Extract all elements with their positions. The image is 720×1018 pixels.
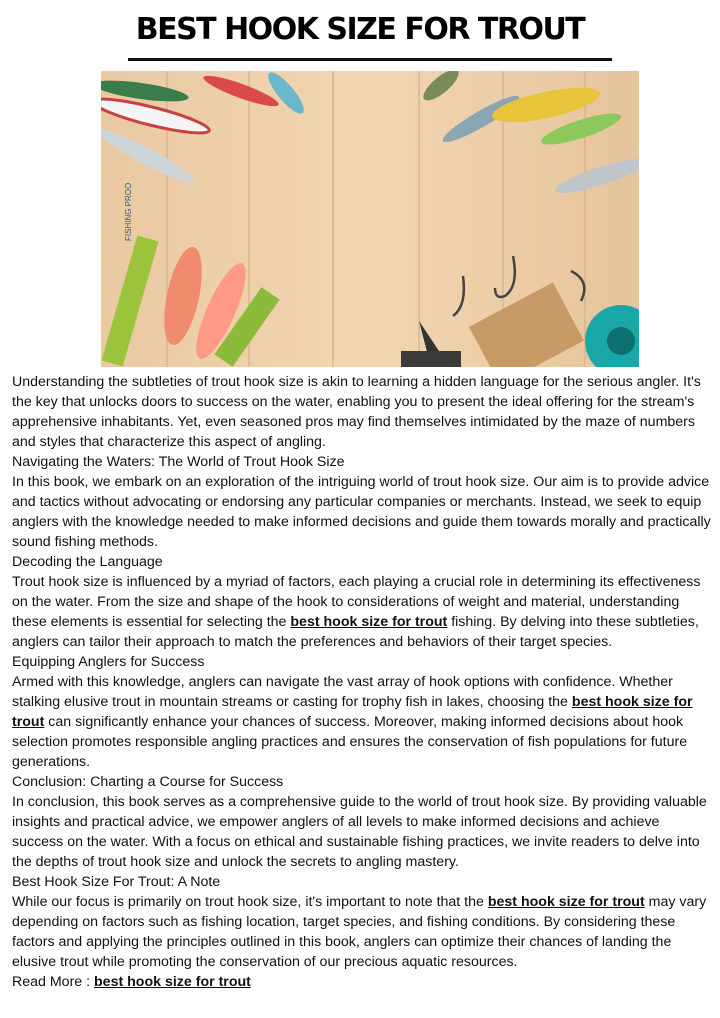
watermark-text: FISHING PROO <box>124 182 133 241</box>
paragraph-text: While our focus is primarily on trout hook size, it's important to note that the <box>12 894 488 910</box>
page-title: BEST HOOK SIZE FOR TROUT <box>135 12 585 47</box>
read-more-link[interactable]: best hook size for trout <box>94 974 251 990</box>
fishing-tackle-photo <box>101 71 639 367</box>
best-hook-size-link[interactable]: best hook size for trout <box>487 894 645 910</box>
section-heading: Best Hook Size For Trout: A Note <box>12 874 221 890</box>
read-more-line <box>12 972 712 992</box>
paragraph: In conclusion, this book serves as a comprehensive guide to the world of trout hook size. By providing valuable insights and practical advice, we empower anglers of all levels to make informed decisions and achieve success on the water. With a focus on ethical and sustainable fishing practices, we invite readers to delve into the depths of trout hook size and unlock the secrets to angling mastery. <box>12 794 707 870</box>
intro-paragraph: Understanding the subtleties of trout hook size is akin to learning a hidden language for the serious angler. It's the key that unlocks doors to success on the water, enabling you to present the ideal offering for the stream's apprehensive inhabitants. Yet, even seasoned pros may find themselves intimidated by the maze of numbers and styles that characterize this aspect of angling. <box>12 374 701 450</box>
paragraph-text: Armed with this knowledge, anglers can navigate the vast array of hook options with confidence. Whether stalking elusive trout in mountain streams or casting for trophy fish in lakes, choosing the <box>12 674 673 710</box>
paragraph: In this book, we embark on an exploration of the intriguing world of trout hook size. Our aim is to provide advice and tactics without advocating or endorsing any particular companies or merchants. Instead, we seek to equip anglers with the knowledge needed to make informed decisions and guide them towards morally and practically sound fishing methods. <box>12 474 711 550</box>
best-hook-size-link[interactable]: best hook size for trout <box>12 694 693 730</box>
paragraph-text: Trout hook size is influenced by a myriad of factors, each playing a crucial role in determining its effectiveness on the water. From the size and shape of the hook to considerations of weight and material, understanding these elements is essential for selecting the <box>12 574 701 630</box>
paragraph-text: fishing. By delving into these subtleties, anglers can tailor their approach to match the preferences and behaviors of their target species. <box>12 614 699 650</box>
section-heading: Navigating the Waters: The World of Trout Hook Size <box>12 454 345 470</box>
title-underline <box>128 58 612 61</box>
section-heading: Decoding the Language <box>12 554 163 570</box>
paragraph <box>12 892 712 972</box>
section-heading: Conclusion: Charting a Course for Success <box>12 774 284 790</box>
paragraph-text: can significantly enhance your chances of success. Moreover, making informed decisions about hook selection promotes responsible angling practices and ensures the conservation of fish populations for future generations. <box>12 714 688 770</box>
paragraph <box>12 572 712 652</box>
read-more-label: Read More : <box>12 974 95 990</box>
best-hook-size-link[interactable]: best hook size for trout <box>290 614 448 630</box>
section-heading: Equipping Anglers for Success <box>12 654 205 670</box>
paragraph <box>12 672 712 772</box>
article-body <box>12 372 712 992</box>
paragraph-text: may vary depending on factors such as fishing location, target species, and fishing conditions. By considering these factors and applying the principles outlined in this book, anglers can optimize their chances of landing the elusive trout while promoting the conservation of our precious aquatic resources. <box>12 894 707 970</box>
